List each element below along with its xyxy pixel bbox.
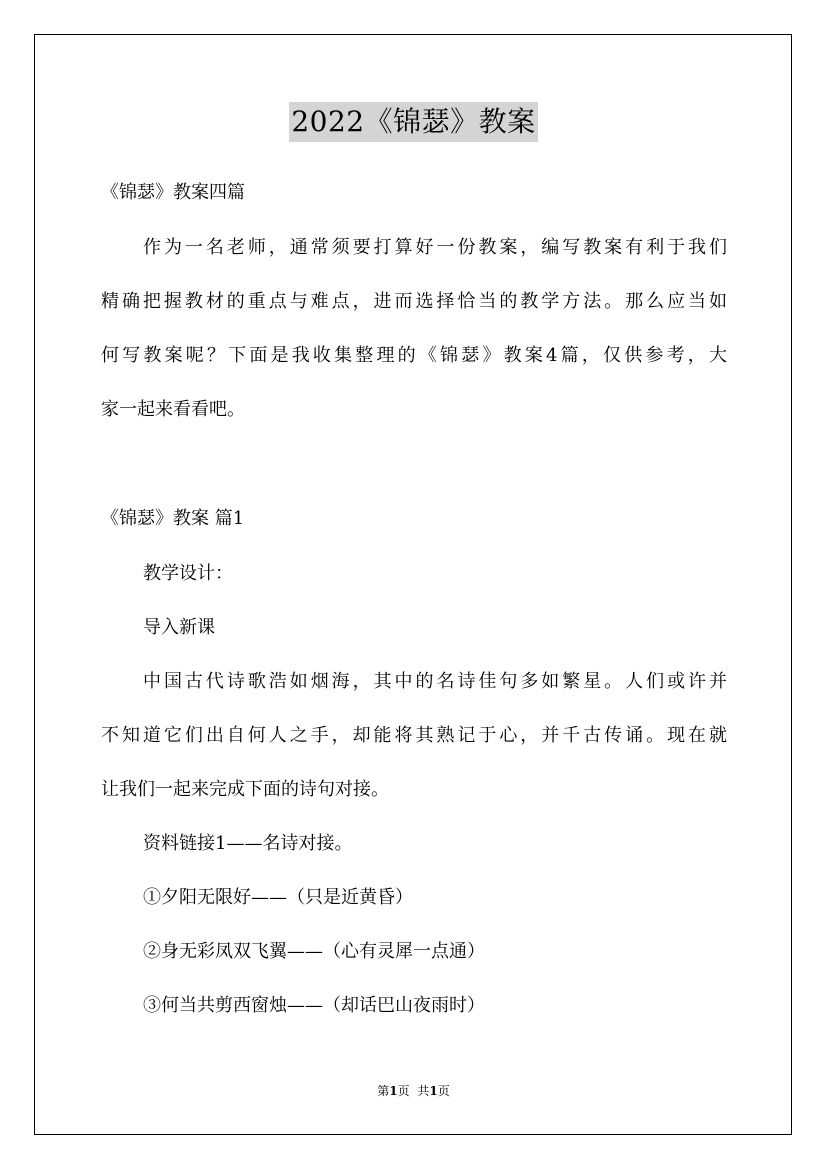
paragraph-line: 不知道它们出自何人之手，却能将其熟记于心，并千古传诵。现在就 [101, 725, 727, 746]
title-container [0, 102, 827, 142]
list-item: ②身无彩凤双飞翼——（心有灵犀一点通） [143, 941, 485, 962]
paragraph-line: 资料链接1——名诗对接。 [143, 833, 353, 854]
footer-total-prefix: 共 [417, 1084, 430, 1098]
paragraph-line: 何写教案呢？下面是我收集整理的《锦瑟》教案4篇，仅供参考，大 [101, 345, 727, 366]
list-item: ③何当共剪西窗烛——（却话巴山夜雨时） [143, 995, 485, 1016]
footer-total-pages: 1 [429, 1084, 438, 1098]
page-footer [0, 1083, 827, 1099]
footer-total-suffix: 页 [437, 1084, 450, 1098]
footer-page-number: 1 [389, 1084, 398, 1098]
footer-page-suffix: 页 [397, 1084, 410, 1098]
paragraph-line: 导入新课 [143, 617, 215, 638]
paragraph-line: 让我们一起来完成下面的诗句对接。 [101, 779, 389, 800]
footer-page-prefix: 第 [377, 1084, 390, 1098]
paragraph-line: 精确把握教材的重点与难点，进而选择恰当的教学方法。那么应当如 [101, 291, 727, 312]
list-item: ①夕阳无限好——（只是近黄昏） [143, 887, 413, 908]
document-title: 2022《锦瑟》教案 [289, 102, 537, 142]
paragraph-line: 作为一名老师，通常须要打算好一份教案，编写教案有利于我们 [143, 237, 727, 258]
paragraph-line: 中国古代诗歌浩如烟海，其中的名诗佳句多如繁星。人们或许并 [143, 671, 727, 692]
subtitle-line: 《锦瑟》教案四篇 [101, 182, 245, 203]
section-heading: 《锦瑟》教案 篇1 [101, 508, 245, 529]
paragraph-line: 教学设计： [143, 563, 233, 584]
paragraph-line: 家一起来看看吧。 [101, 399, 245, 420]
